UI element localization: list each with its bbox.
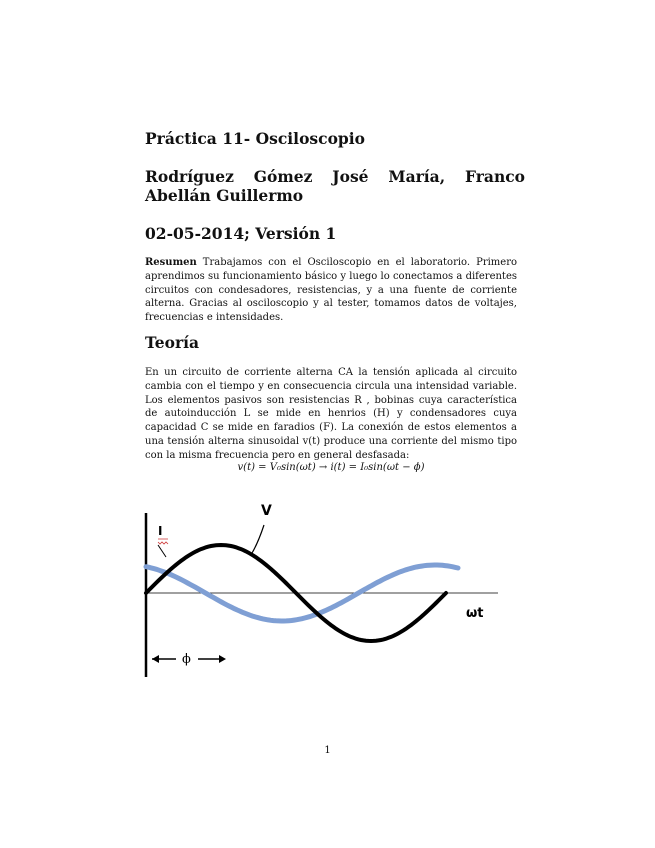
abstract-text: Trabajamos con el Osciloscopio en el laboratorio. Primero aprendimos su funcionamiento básico y luego lo conectamos a diferentes circuitos con condesadores, resistencias, y a una fuente de corriente alterna. Gracias al osciloscopio y al tester, tomamos datos de voltajes, frecuencias e intensidades. (145, 257, 517, 324)
equation: v(t) = V₀sin(ωt) → i(t) = I₀sin(ωt − ϕ) (237, 462, 425, 473)
date-version: 02-05-2014; Versión 1 (145, 224, 337, 243)
voltage-label: V (261, 503, 272, 519)
current-label: I (158, 524, 163, 538)
paper-title: Práctica 11- Osciloscopio (145, 129, 365, 148)
phase-arrowhead-right (219, 655, 226, 663)
current-label-underline (158, 539, 168, 544)
page-number: 1 (324, 745, 331, 756)
phase-arrowhead-left (152, 655, 159, 663)
phase-shift-figure (140, 495, 500, 685)
current-leader-line (158, 545, 166, 557)
voltage-leader-line (252, 525, 264, 553)
abstract (145, 256, 517, 325)
phi-label: ϕ (182, 652, 191, 667)
body-paragraph: En un circuito de corriente alterna CA la tensión aplicada al circuito cambia con el tiempo y en consecuencia circula una intensidad variable. Los elementos pasivos son resistencias R , bobinas cuya característica de autoinducción L se mide en henrios (H) y condensadores cuya capacidad C se mide en faradios (F). La conexión de estos elementos a una tensión alterna sinusoidal v(t) produce una corriente del mismo tipo con la misma frecuencia pero en general desfasada: (145, 367, 517, 461)
omega-t-label: ωt (466, 606, 484, 621)
abstract-label: Resumen (145, 257, 197, 268)
paper-authors: Rodríguez Gómez José María, Franco Abellán Guillermo (145, 167, 525, 205)
section-title-teoria: Teoría (145, 333, 200, 352)
